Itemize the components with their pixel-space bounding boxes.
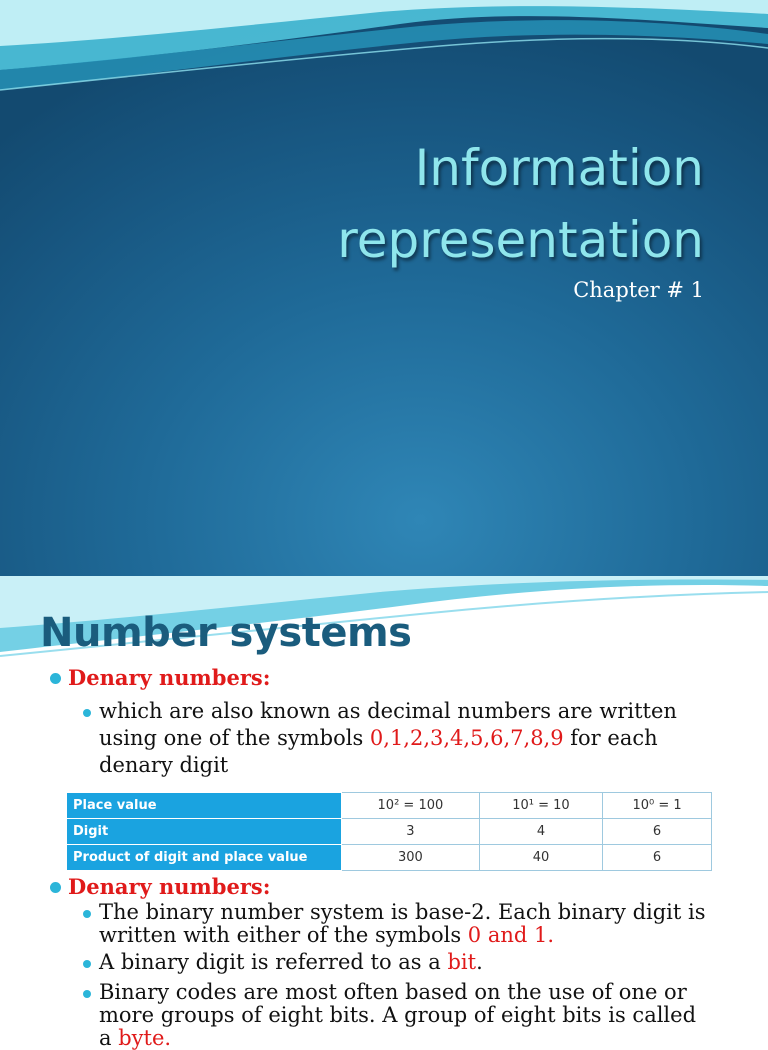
table-cell: 3 (342, 819, 480, 845)
section-heading: Denary numbers: (68, 874, 271, 899)
list-item (99, 981, 709, 1050)
title-line-1: Information (414, 139, 704, 197)
row-label: Digit (67, 819, 342, 845)
section-heading: Denary numbers: (68, 665, 271, 690)
row-label: Product of digit and place value (67, 845, 342, 871)
table-cell: 300 (342, 845, 480, 871)
place-value-table (66, 792, 712, 871)
table-cell: 40 (479, 845, 602, 871)
highlight-text: 0,1,2,3,4,5,6,7,8,9 (369, 726, 564, 750)
item-text: Binary codes are most often based on the use of one or more groups of eight bits. A group of eight bits is called a (99, 980, 697, 1050)
content-slide (0, 576, 768, 1050)
item-text: A binary digit is referred to as a (99, 950, 448, 974)
item-text: . (476, 950, 483, 974)
wave-decoration (0, 0, 768, 110)
bullet-icon (83, 910, 91, 918)
table-cell: 6 (603, 845, 712, 871)
item-text: The binary number system is base-2. Each binary digit is written with either of the symbols (99, 900, 706, 947)
list-item (99, 951, 709, 974)
table-row (67, 819, 712, 845)
row-label: Place value (67, 793, 342, 819)
slide-title (104, 132, 704, 276)
table-row (67, 845, 712, 871)
table-cell: 4 (479, 819, 602, 845)
table-cell: 10¹ = 10 (479, 793, 602, 819)
bullet-icon (83, 990, 91, 998)
table-cell: 6 (603, 819, 712, 845)
item-text: which are also known as decimal numbers are written using one of the symbols (99, 699, 677, 750)
slide-title: Number systems (40, 610, 412, 656)
slide-subtitle: Chapter # 1 (573, 278, 704, 302)
list-item (99, 901, 709, 947)
highlight-text: bit (447, 950, 477, 974)
title-line-2: representation (337, 211, 704, 269)
highlight-text: 0 and 1. (467, 923, 555, 947)
list-item (99, 698, 709, 779)
bullet-icon (83, 709, 91, 717)
highlight-text: byte. (118, 1026, 172, 1050)
bullet-icon (50, 882, 61, 893)
table-cell: 10² = 100 (342, 793, 480, 819)
item-text: for each denary digit (99, 726, 658, 777)
bullet-icon (50, 673, 61, 684)
table-cell: 10⁰ = 1 (603, 793, 712, 819)
table-row (67, 793, 712, 819)
bullet-icon (83, 960, 91, 968)
